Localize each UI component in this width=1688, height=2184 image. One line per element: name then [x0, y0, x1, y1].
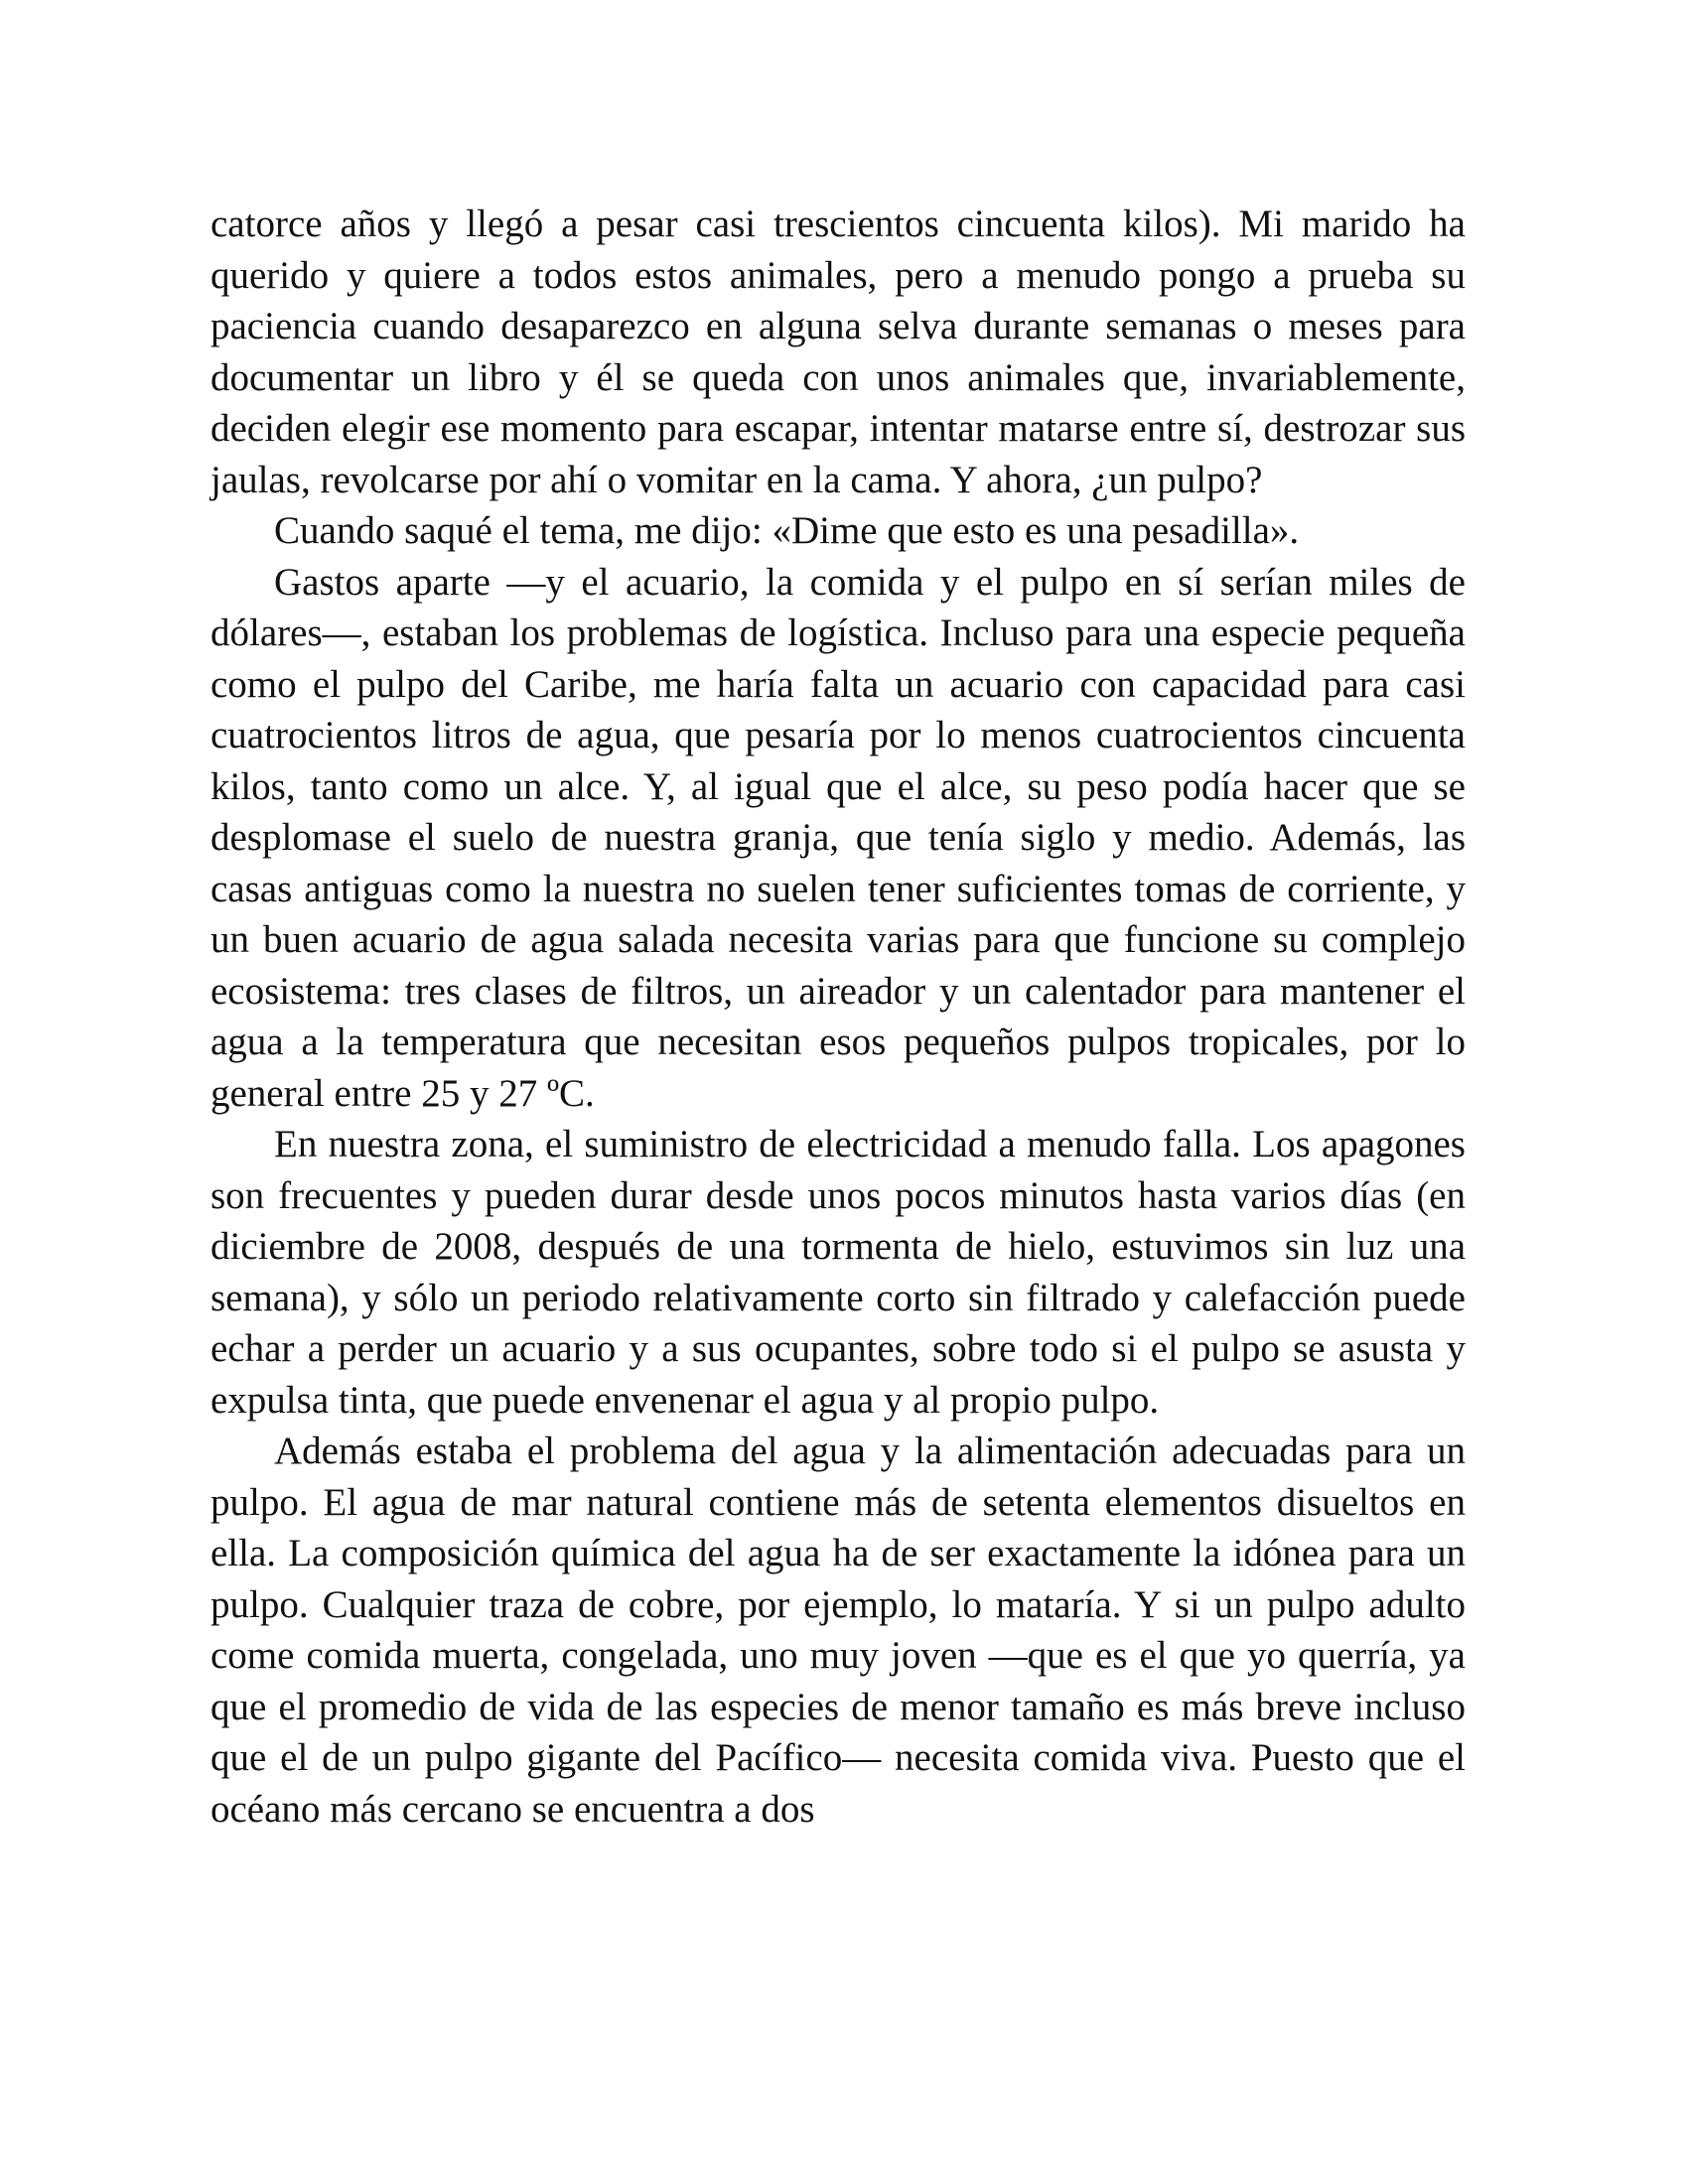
- paragraph-continuation: catorce años y llegó a pesar casi trescientos cincuenta kilos). Mi marido ha querido y quiere a todos estos animales, pero a menudo pongo a prueba su paciencia cuando desaparezco en alguna selva durante semanas o meses para documentar un libro y él se queda con unos animales que, invariablemente, deciden elegir ese momento para escapar, intentar matarse entre sí, destrozar sus jaulas, revolcarse por ahí o vomitar en la cama. Y ahora, ¿un pulpo?: [211, 203, 1466, 501]
- body-text: [211, 199, 1466, 1835]
- paragraph-dialogue: Cuando saqué el tema, me dijo: «Dime que esto es una pesadilla».: [274, 509, 1300, 552]
- paragraph-water-food: Además estaba el problema del agua y la alimentación adecuadas para un pulpo. El agua de mar natural contiene más de setenta elementos disueltos en ella. La composición química del agua ha de ser exactamente la idónea para un pulpo. Cualquier traza de cobre, por ejemplo, lo mataría. Y si un pulpo adulto come comida muerta, congelada, uno muy joven —que es el que yo querría, ya que el promedio de vida de las especies de menor tamaño es más breve incluso que el de un pulpo gigante del Pacífico— necesita comida viva. Puesto que el océano más cercano se encuentra a dos: [211, 1430, 1466, 1831]
- paragraph-electricity: En nuestra zona, el suministro de electricidad a menudo falla. Los apagones son frecuentes y pueden durar desde unos pocos minutos hasta varios días (en diciembre de 2008, después de una tormenta de hielo, estuvimos sin luz una semana), y sólo un periodo relativamente corto sin filtrado y calefacción puede echar a perder un acuario y a sus ocupantes, sobre todo si el pulpo se asusta y expulsa tinta, que puede envenenar el agua y al propio pulpo.: [211, 1123, 1466, 1422]
- paragraph-logistics: Gastos aparte —y el acuario, la comida y el pulpo en sí serían miles de dólares—, estaban los problemas de logística. Incluso para una especie pequeña como el pulpo del Caribe, me haría falta un acuario con capacidad para casi cuatrocientos litros de agua, que pesaría por lo menos cuatrocientos cincuenta kilos, tanto como un alce. Y, al igual que el alce, su peso podía hacer que se desplomase el suelo de nuestra granja, que tenía siglo y medio. Además, las casas antiguas como la nuestra no suelen tener suficientes tomas de corriente, y un buen acuario de agua salada necesita varias para que funcione su complejo ecosistema: tres clases de filtros, un aireador y un calentador para mantener el agua a la temperatura que necesitan esos pequeños pulpos tropicales, por lo general entre 25 y 27 ºC.: [211, 560, 1466, 1115]
